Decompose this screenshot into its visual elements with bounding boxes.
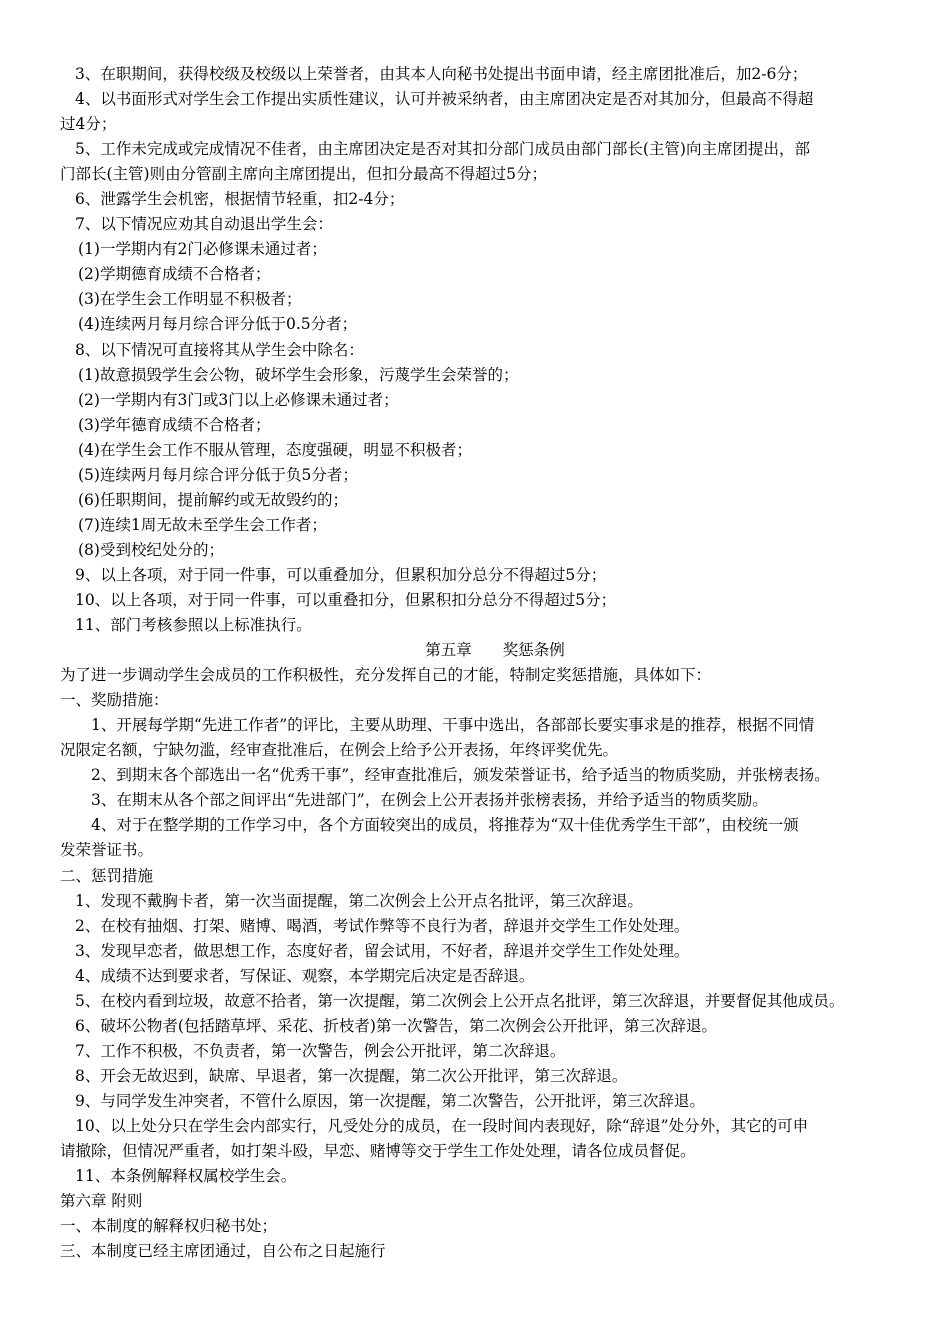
text-line: 11、本条例解释权属校学生会。 [75,1167,297,1186]
text-line: 2、到期末各个部选出一名“优秀干事”，经审查批准后，颁发荣誉证书，给予适当的物质奖励，并张榜表扬。 [91,766,830,785]
text-line: (7)连续1周无故未至学生会工作者； [78,515,327,534]
text-line: 一、本制度的解释权归秘书处； [60,1217,278,1236]
text-line: 第六章 附则 [60,1192,143,1211]
text-line: 发荣誉证书。 [60,841,154,860]
text-line: (4)在学生会工作不服从管理，态度强硬，明显不积极者； [78,440,472,459]
text-line: 三、本制度已经主席团通过，自公布之日起施行 [60,1242,386,1261]
text-line: (2)学期德育成绩不合格者； [78,265,271,284]
text-line: 4、以书面形式对学生会工作提出实质性建议，认可并被采纳者，由主席团决定是否对其加分，但最高不得超 [75,90,814,109]
text-line: 3、在职期间，获得校级及校级以上荣誉者，由其本人向秘书处提出书面申请，经主席团批准后，加2-6分； [75,65,808,83]
text-line: 1、发现不戴胸卡者，第一次当面提醒，第二次例会上公开点名批评，第三次辞退。 [75,891,643,910]
text-line: 11、部门考核参照以上标准执行。 [75,616,312,635]
text-line: (1)故意损毁学生会公物，破坏学生会形象，污蔑学生会荣誉的； [78,365,519,384]
text-line: 一、奖励措施： [60,691,169,710]
text-line: 9、以上各项，对于同一件事，可以重叠加分，但累积加分总分不得超过5分； [75,565,607,584]
text-line: (3)学年德育成绩不合格者； [78,415,271,434]
text-line: 3、发现早恋者，做思想工作，态度好者，留会试用，不好者，辞退并交学生工作处处理。 [75,941,690,960]
text-line: 4、成绩不达到要求者，写保证、观察，本学期完后决定是否辞退。 [75,966,535,985]
text-line: 门部长(主管)则由分管副主席向主席团提出，但扣分最高不得超过5分； [60,165,547,184]
text-line: 9、与同学发生冲突者，不管什么原因，第一次提醒，第二次警告，公开批评，第三次辞退。 [75,1091,705,1110]
text-line: (5)连续两月每月综合评分低于负5分者； [78,465,358,484]
text-line: (3)在学生会工作明显不积极者； [78,290,302,309]
text-line: 为了进一步调动学生会成员的工作积极性，充分发挥自己的才能，特制定奖惩措施，具体如下： [60,666,712,685]
text-line: 请撤除，但情况严重者，如打架斗殴，早恋、赌博等交于学生工作处处理，请各位成员督促。 [60,1142,696,1161]
text-line: (4)连续两月每月综合评分低于0.5分者； [78,315,358,334]
text-line: 6、破坏公物者(包括踏草坪、采花、折枝者)第一次警告，第二次例会公开批评，第三次辞退。 [75,1016,717,1035]
text-line: 4、对于在整学期的工作学习中，各个方面较突出的成员，将推荐为“双十佳优秀学生干部”，由校统一颁 [91,816,799,835]
text-line: 5、在校内看到垃圾，故意不拾者，第一次提醒，第二次例会上公开点名批评，第三次辞退，并要督促其他成员。 [75,991,845,1010]
text-line: 7、以下情况应劝其自动退出学生会： [75,215,333,234]
text-line: (6)任职期间，提前解约或无故毁约的； [78,490,348,509]
text-line: 8、以下情况可直接将其从学生会中除名： [75,340,364,359]
text-line: 10、以上处分只在学生会内部实行，凡受处分的成员，在一段时间内表现好，除“辞退”处分外，其它的可申 [75,1116,809,1135]
chapter-heading: 第五章 奖惩条例 [425,641,565,660]
text-line: 二、惩罚措施 [60,866,154,885]
text-line: 5、工作未完成或完成情况不佳者，由主席团决定是否对其扣分部门成员由部门部长(主管)向主席团提出，部 [75,140,810,159]
text-line: 1、开展每学期“先进工作者”的评比，主要从助理、干事中选出，各部部长要实事求是的推荐，根据不同情 [91,716,815,735]
text-line: 6、泄露学生会机密，根据情节轻重，扣2-4分； [75,190,405,209]
text-line: 3、在期末从各个部之间评出“先进部门”，在例会上公开表扬并张榜表扬，并给予适当的物质奖励。 [91,791,768,810]
text-line: (1)一学期内有2门必修课未通过者； [78,240,327,259]
text-line: 8、开会无故迟到，缺席、早退者，第一次提醒，第二次公开批评，第三次辞退。 [75,1066,628,1085]
text-line: 7、工作不积极，不负责者，第一次警告，例会公开批评，第二次辞退。 [75,1041,566,1060]
text-line: 况限定名额，宁缺勿滥，经审查批准后，在例会上给予公开表扬，年终评奖优先。 [60,741,619,760]
text-line: 过4分； [60,115,117,134]
text-line: 2、在校有抽烟、打架、赌博、喝酒，考试作弊等不良行为者，辞退并交学生工作处处理。 [75,916,690,935]
text-line: (8)受到校纪处分的； [78,540,224,559]
text-line: 10、以上各项，对于同一件事，可以重叠扣分，但累积扣分总分不得超过5分； [75,590,617,609]
text-line: (2)一学期内有3门或3门以上必修课未通过者； [78,390,399,409]
